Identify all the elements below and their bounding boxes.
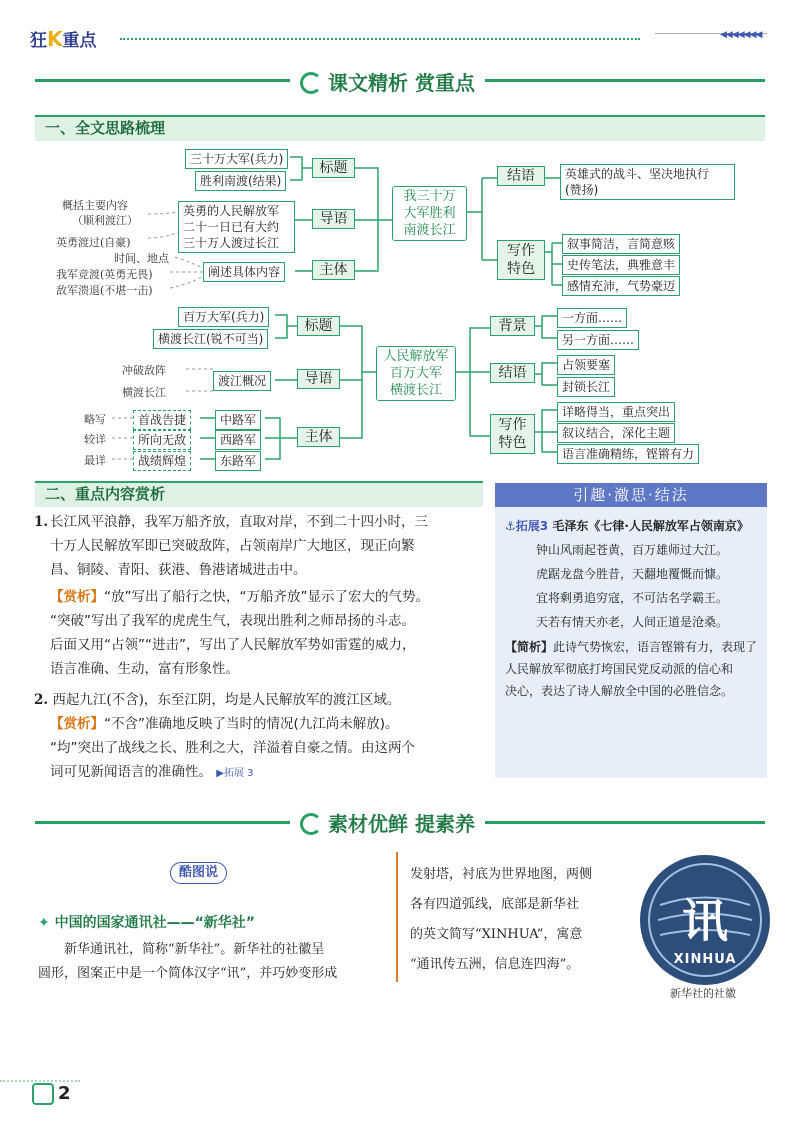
section-title-text: 课文精析 赏重点 (328, 71, 475, 95)
lead-box (178, 201, 295, 253)
material-subtitle-text: 中国的国家通讯社——“新华社” (54, 915, 256, 931)
material-line: 各有四道弧线，底部是新华社 (410, 897, 580, 912)
swirl-icon (300, 813, 322, 835)
title-item-2: 横渡长江(锐不可当) (153, 329, 268, 349)
note-detailed: 较详 (84, 433, 106, 446)
page-number: 2 (58, 1083, 71, 1104)
emblem-graphic (640, 855, 770, 985)
conclusion-label: 结语 (497, 166, 545, 186)
part-heading: 二、重点内容赏析 (35, 481, 483, 507)
style-label (497, 240, 545, 280)
poem-line: 钟山风雨起苍黄，百万雄师过大江。 (535, 543, 728, 557)
quote-line: 昌、铜陵、青阳、荻港、鲁港诸城进击中。 (50, 562, 307, 578)
emblem-caption: 新华社的社徽 (670, 987, 736, 1000)
note-most-detailed: 最详 (84, 454, 106, 467)
brand-k: K (47, 27, 63, 51)
material-subtitle (38, 912, 255, 932)
center-line-2: 百万大军 (389, 366, 442, 381)
note-cross: 横渡长江 (122, 386, 166, 399)
lead-line-1: 英勇的人民解放军 (183, 204, 280, 218)
note-crossing: 英勇渡过(自豪) (56, 236, 131, 249)
style-item-3: 感情充沛，气势豪迈 (562, 276, 680, 296)
title-label: 标题 (297, 316, 340, 336)
panel-body (495, 507, 767, 702)
center-line-3: 南渡长江 (403, 223, 456, 238)
emblem-text: XINHUA (673, 952, 737, 967)
style-item-2: 史传笔法，典雅意丰 (562, 255, 680, 275)
army-west: 西路军 (215, 430, 261, 450)
center-box-2 (376, 346, 456, 401)
analysis-line: 词可见新闻语言的准确性。 (50, 764, 212, 780)
body-label: 主体 (297, 427, 340, 447)
note-enemy: 敌军溃退(不堪一击) (56, 284, 153, 297)
background-label: 背景 (490, 316, 535, 336)
note-summary: 概括主要内容 (62, 199, 128, 212)
analysis-tag: 【赏析】 (50, 716, 104, 732)
material-left-text (38, 938, 388, 986)
footer-dots (0, 1080, 80, 1082)
panel-heading: 引趣·激思·结法 (495, 483, 767, 507)
style-label (490, 414, 535, 454)
center-box-1 (392, 186, 467, 241)
conclusion-label: 结语 (490, 363, 535, 383)
analysis-line: “均”突出了战线之长、胜利之大，洋溢着自豪之情。由这两个 (50, 740, 415, 756)
material-line: 的英文简写“XINHUA”，寓意 (410, 927, 583, 942)
section-title (290, 808, 485, 837)
style-label-2: 特色 (507, 261, 535, 277)
poem-title: 毛泽东《七律·人民解放军占领南京》 (552, 519, 749, 533)
brief-line: 决心，表达了诗人解放全中国的必胜信念。 (505, 684, 734, 698)
analysis-2 (50, 712, 490, 786)
analysis-item-2 (34, 688, 484, 712)
lead-label: 导语 (312, 209, 355, 229)
analysis-line: “不含”准确地反映了当时的情况(九江尚未解放)。 (104, 716, 399, 732)
style-label-1: 写作 (507, 243, 535, 259)
material-line: 新华通讯社，简称“新华社”。新华社的社徽呈 (64, 942, 325, 957)
title-item-1: 百万大军(兵力) (178, 307, 269, 327)
note-brief: 略写 (84, 413, 106, 426)
leaf-icon: ✦ (38, 915, 50, 931)
analysis-line: 后面又用“占领”“进击”，写出了人民解放军势如雷霆的威力， (50, 637, 416, 653)
style-item-1: 详略得当，重点突出 (557, 402, 675, 422)
header-arrows: ◀◀◀◀◀◀◀ (720, 30, 762, 40)
analysis-line: “突破”写出了我军的虎虎生气，表现出胜利之师昂扬的斗志。 (50, 613, 415, 629)
analysis-tag: 【赏析】 (50, 589, 104, 605)
conclusion-item-2: 封锁长江 (557, 377, 615, 397)
page-icon (32, 1083, 54, 1105)
conclusion-line-1: 英雄式的战斗、坚决地执行 (565, 167, 710, 181)
army-east: 东路军 (215, 451, 261, 471)
center-line-3: 横渡长江 (389, 383, 442, 398)
quote-line: 长江风平浪静，我军万船齐放，直取对岸，不到二十四小时，三 (50, 514, 428, 530)
poem-line: 虎踞龙盘今胜昔，天翻地覆慨而慷。 (535, 567, 728, 581)
part-heading: 一、全文思路梳理 (35, 115, 765, 141)
center-line-2: 大军胜利 (403, 206, 456, 221)
analysis-line: “放”写出了船行之快，“万船齐放”显示了宏大的气势。 (104, 589, 429, 605)
note-summary-sub: （顺利渡江） (72, 214, 138, 227)
brand-suffix: 重点 (62, 31, 97, 51)
style-item-1: 叙事简洁，言简意赅 (562, 234, 680, 254)
brief-tag: 【简析】 (505, 640, 554, 654)
extension-link[interactable]: ▶拓展 3 (216, 768, 254, 779)
material-right-text (410, 860, 635, 980)
extension-panel (495, 483, 767, 778)
army-middle: 中路军 (215, 410, 261, 430)
title-item-2: 胜利南渡(结果) (195, 171, 286, 191)
lead-box: 渡江概况 (213, 371, 271, 391)
analysis-1 (50, 585, 490, 681)
note-our-army: 我军竞渡(英勇无畏) (56, 268, 153, 281)
extension-label: 拓展3 (515, 519, 549, 533)
section-title-text: 素材优鲜 提素养 (328, 812, 475, 836)
style-item-3: 语言准确精练，铿锵有力 (557, 444, 699, 464)
xinhua-emblem (640, 855, 770, 985)
vertical-divider (396, 852, 398, 982)
body-desc-3: 战绩辉煌 (133, 451, 191, 471)
note-break: 冲破敌阵 (122, 364, 166, 377)
item-number: 2. (34, 692, 49, 708)
material-line: 发射塔，衬底为世界地图，两侧 (410, 867, 593, 882)
lead-label: 导语 (297, 369, 340, 389)
style-item-2: 叙议结合，深化主题 (557, 423, 675, 443)
poem-line: 宜将剩勇追穷寇，不可沽名学霸王。 (535, 591, 728, 605)
center-line-1: 人民解放军 (383, 349, 449, 364)
title-label: 标题 (312, 158, 355, 178)
style-label-2: 特色 (498, 435, 527, 451)
lead-line-3: 三十万人渡过长江 (183, 236, 280, 250)
body-desc-2: 所向无敌 (133, 430, 191, 450)
brief-line: 人民解放军彻底打垮国民党反动派的信心和 (505, 662, 734, 676)
cool-picture-badge: 酷图说 (170, 862, 227, 884)
conclusion-item-1: 占领要塞 (557, 355, 615, 375)
analysis-item-1 (34, 510, 484, 582)
poem-line: 天若有情天亦老，人间正道是沧桑。 (535, 615, 728, 629)
title-item-1: 三十万大军(兵力) (185, 149, 288, 169)
body-desc-1: 首战告捷 (133, 410, 191, 430)
conclusion-line-2: (赞扬) (565, 183, 599, 197)
quote-line: 十万人民解放军即已突破敌阵，占领南岸广大地区，现正向繁 (50, 538, 415, 554)
quote-1 (34, 510, 484, 582)
item-number: 1. (34, 514, 49, 530)
material-line: “通讯传五洲，信息连四海”。 (410, 957, 580, 972)
conclusion-text (560, 164, 735, 200)
background-item-2: 另一方面…… (557, 330, 639, 350)
style-label-1: 写作 (498, 417, 527, 433)
poem (505, 538, 759, 634)
brand-prefix: 狂 (30, 31, 47, 51)
analysis-line: 语言准确、生动，富有形象性。 (50, 661, 239, 677)
background-item-1: 一方面…… (557, 308, 627, 328)
poem-analysis (505, 636, 759, 702)
emblem-char: 讯 (682, 894, 728, 948)
extension-badge: ⚓拓展3 (505, 519, 549, 533)
body-box: 阐述具体内容 (203, 262, 285, 282)
quote-line: 西起九江(不含)，东至江阴，均是人民解放军的渡江区域。 (52, 692, 401, 708)
center-line-1: 我三十万 (403, 189, 456, 204)
note-time-place: 时间、地点 (114, 252, 169, 265)
brief-line: 此诗气势恢宏，语言铿锵有力，表现了 (553, 640, 758, 654)
poem-heading (505, 517, 759, 534)
body-label: 主体 (312, 260, 355, 280)
lead-line-2: 二十一日已有大约 (183, 220, 280, 234)
material-line: 圆形，图案正中是一个简体汉字“讯”，并巧妙变形成 (38, 966, 338, 981)
